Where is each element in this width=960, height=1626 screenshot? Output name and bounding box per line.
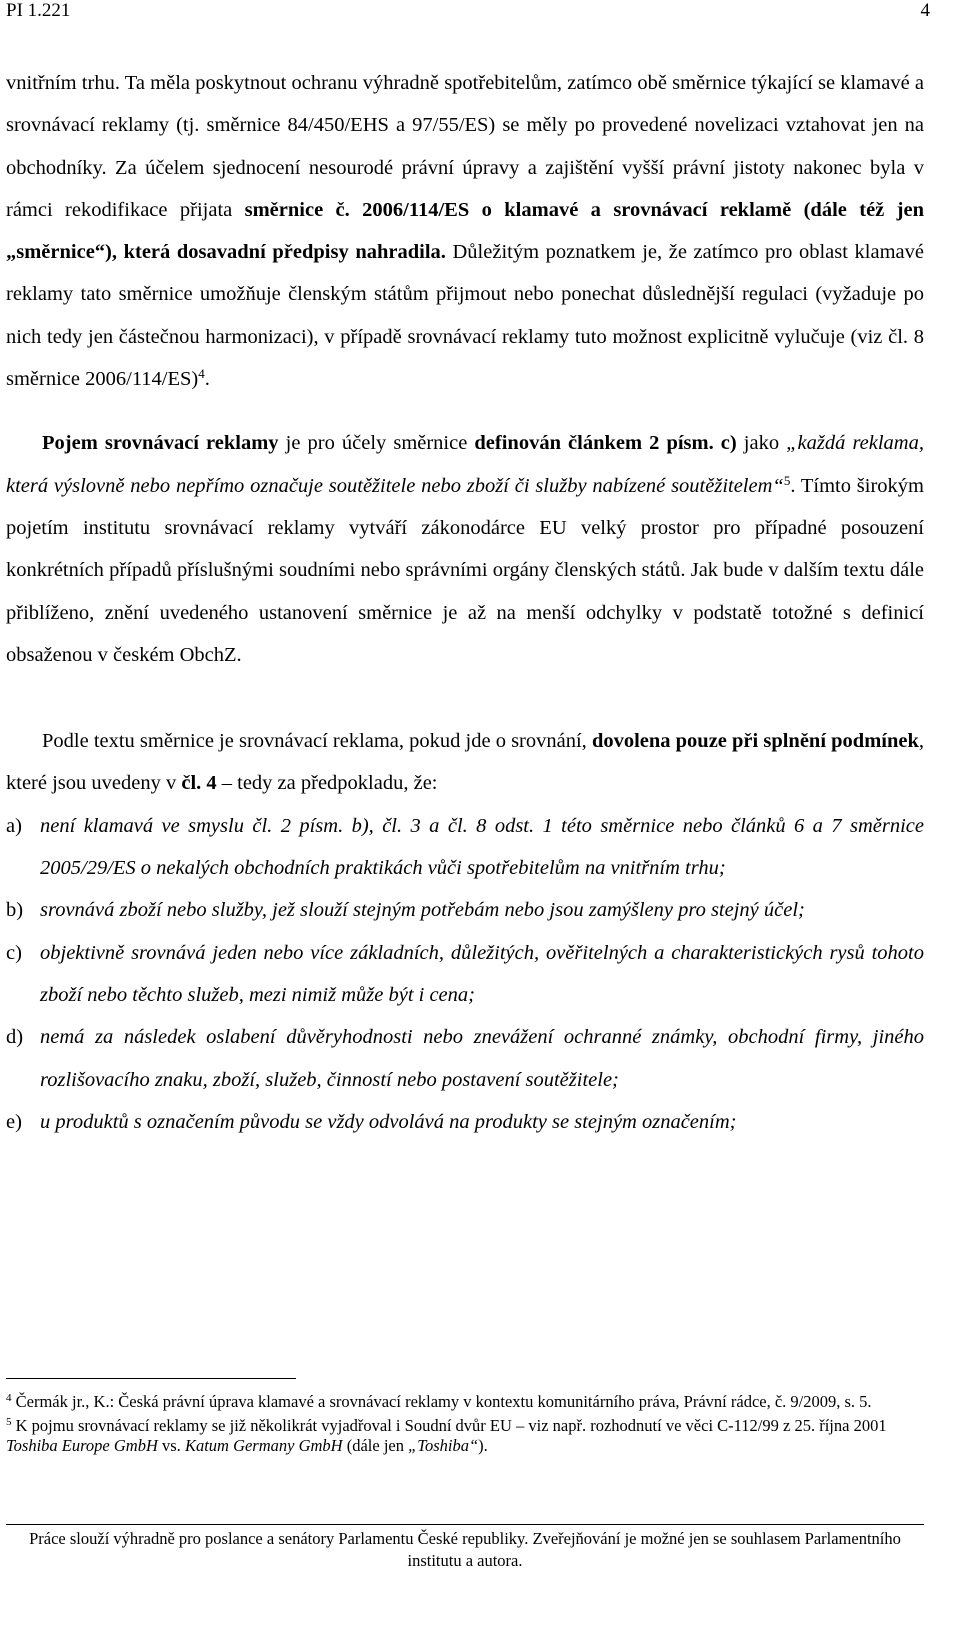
list-item: e) u produktů s označením původu se vždy odvolává na produkty se stejným označením; bbox=[6, 1110, 737, 1133]
footnotes bbox=[6, 1392, 924, 1460]
list-item: a) není klamavá ve smyslu čl. 2 písm. b), čl. 3 a čl. 8 odst. 1 této směrnice nebo článků 6 a 7 směrnice 2005/29/ES o nekalých obchodních praktikách vůči spotřebitelům na vnitřním trhu; bbox=[6, 814, 924, 880]
footnote-ref-5[interactable]: 5 bbox=[783, 472, 791, 488]
definition-quote: „každá reklama, která výslovně nebo nepřímo označuje soutěžitele nebo zboží či služby nabízené soutěžitelem“ bbox=[6, 432, 924, 497]
main-text bbox=[6, 62, 924, 1143]
document-id: PI 1.221 bbox=[6, 0, 71, 21]
page-footer: Práce slouží výhradně pro poslance a senátory Parlamentu České republiky. Zveřejňování je možné jen se souhlasem Parlamentního institutu a autora. bbox=[6, 1524, 924, 1572]
footnote-5: $^5$ K pojmu srovnávací reklamy se již několikrát vyjadřoval i Soudní dvůr EU – viz např. rozhodnutí ve věci C-112/99 z 25. října 2001 Toshiba Europe GmbH vs. Katum Germany GmbH (dále jen „Toshiba“). bbox=[6, 1416, 887, 1455]
page-number: 4 bbox=[920, 0, 930, 21]
conditions-list bbox=[6, 805, 924, 1143]
directive-reference: směrnice č. 2006/114/ES o klamavé a srovnávací reklamě (dále též jen „směrnice“), která dosavadní předpisy nahradila. bbox=[6, 198, 924, 264]
footnote-4: $^4$ Čermák jr., K.: Česká právní úprava klamavé a srovnávací reklamy v kontextu komunitárního práva, Právní rádce, č. 9/2009, s. 5. bbox=[6, 1392, 872, 1411]
paragraph-definition: Pojem srovnávací reklamy je pro účely směrnice definován článkem 2 písm. c) jako „každá reklama, která výslovně nebo nepřímo označuje soutěžitele nebo zboží či služby nabízené soutěžitelem“$^5$. Tímto širokým pojetím institutu srovnávací reklamy vytváří zákonodárce EU velký prostor pro případné posouzení konkrétních případů příslušnými soudními nebo správními orgány členských států. Jak bude v dalším textu dále přiblíženo, znění uvedeného ustanovení směrnice je až na menší odchylky v podstatě totožné s definicí obsaženou v českém ObchZ. bbox=[6, 432, 924, 666]
list-item: c) objektivně srovnává jeden nebo více základních, důležitých, ověřitelných a charakteristických rysů tohoto zboží nebo těchto služeb, mezi nimiž může být i cena; bbox=[6, 941, 924, 1006]
paragraph-directive-history: vnitřním trhu. Ta měla poskytnout ochranu výhradně spotřebitelům, zatímco obě směrnice týkající se klamavé a srovnávací reklamy (tj. směrnice 84/450/EHS a 97/55/ES) se měly po provedené novelizaci vztahovat jen na obchodníky. Za účelem sjednocení nesourodé právní úpravy a zajištění vyšší právní jistoty nakonec byla v rámci rekodifikace přijata směrnice č. 2006/114/ES o klamavé a srovnávací reklamě (dále též jen „směrnice“), která dosavadní předpisy nahradila. Důležitým poznatkem je, že zatímco pro oblast klamavé reklamy tato směrnice umožňuje členským státům přijmout nebo ponechat důslednější regulaci (vyžaduje po nich tedy jen částečnou harmonizaci), v případě srovnávací reklamy tuto možnost explicitně vylučuje (viz čl. 8 směrnice 2006/114/ES)$^4$. bbox=[6, 72, 924, 391]
footnote-ref-4[interactable]: 4 bbox=[198, 366, 205, 382]
page-header bbox=[0, 0, 960, 24]
footnote-separator bbox=[6, 1378, 296, 1379]
list-item: d) nemá za následek oslabení důvěryhodnosti nebo znevážení ochranné známky, obchodní firmy, jiného rozlišovacího znaku, zboží, služeb, činností nebo postavení soutěžitele; bbox=[6, 1026, 924, 1091]
paragraph-conditions-intro: Podle textu směrnice je srovnávací reklama, pokud jde o srovnání, dovolena pouze při splnění podmínek, které jsou uvedeny v čl. 4 – tedy za předpokladu, že: bbox=[6, 730, 925, 795]
list-item: b) srovnává zboží nebo služby, jež slouží stejným potřebám nebo jsou zamýšleny pro stejný účel; bbox=[6, 899, 805, 922]
